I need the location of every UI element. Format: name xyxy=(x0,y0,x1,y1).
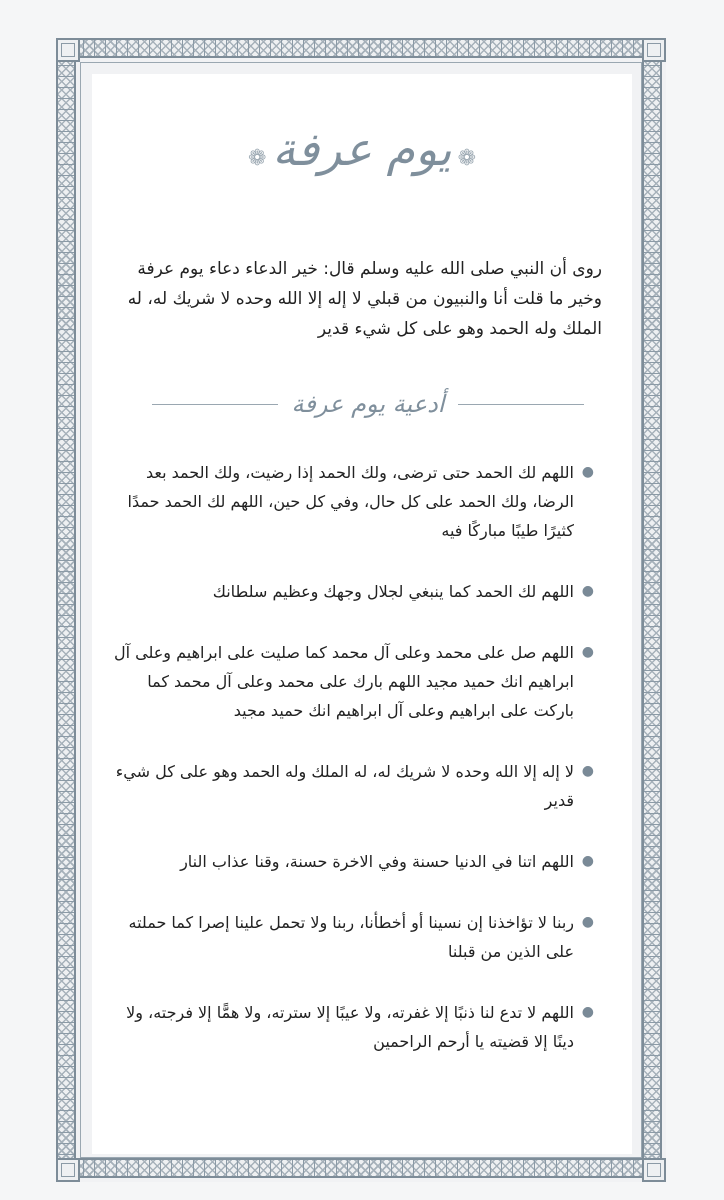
section-heading xyxy=(152,384,584,424)
bullet-icon: ● xyxy=(581,583,594,599)
list-item xyxy=(112,638,594,725)
bullet-icon: ● xyxy=(581,853,594,869)
bullet-icon: ● xyxy=(581,1004,594,1020)
page-title-text: يوم عرفة xyxy=(272,122,452,176)
heading-divider-right xyxy=(458,404,584,405)
bullet-icon: ● xyxy=(581,763,594,779)
bullet-icon: ● xyxy=(581,644,594,660)
frame-corner-bottom-left xyxy=(56,1158,80,1182)
intro-hadith: روى أن النبي صلى الله عليه وسلم قال: خير الدعاء دعاء يوم عرفة وخير ما قلت أنا والنبيون من قبلي لا إله إلا الله وحده لا شريك له، له الملك وله الحمد وهو على كل شيء قدير xyxy=(127,259,602,339)
frame-bottom-band xyxy=(56,1158,666,1178)
dua-text: اللهم اتنا في الدنيا حسنة وفي الاخرة حسنة، وقنا عذاب النار xyxy=(180,852,574,871)
section-heading-text: أدعية يوم عرفة xyxy=(291,390,445,418)
dua-text: اللهم لا تدع لنا ذنبًا إلا غفرته، ولا عيبًا إلا سترته، ولا همًّا إلا فرجته، ولا دينًا إلا قضيته يا أرحم الراحمين xyxy=(126,1003,574,1051)
frame-corner-top-left xyxy=(56,38,80,62)
dua-text: اللهم لك الحمد كما ينبغي لجلال وجهك وعظيم سلطانك xyxy=(212,582,574,601)
list-item xyxy=(112,577,594,606)
list-item xyxy=(112,757,594,815)
page-title xyxy=(92,122,632,176)
frame-corner-bottom-right xyxy=(642,1158,666,1182)
dua-text: لا إله إلا الله وحده لا شريك له، له الملك وله الحمد وهو على كل شيء قدير xyxy=(115,762,574,810)
bullet-icon: ● xyxy=(581,464,594,480)
frame-right-band xyxy=(642,38,662,1182)
dua-text: اللهم صل على محمد وعلى آل محمد كما صليت على ابراهيم وعلى آل ابراهيم انك حميد مجيد اللهم بارك على محمد وعلى آل محمد كما باركت على ابراهيم وعلى آل ابراهيم انك حميد مجيد xyxy=(113,643,574,720)
dua-text: ربنا لا تؤاخذنا إن نسينا أو أخطأنا، ربنا ولا تحمل علينا إصرا كما حملته على الذين من قبلنا xyxy=(128,913,574,961)
card-content xyxy=(92,74,632,1154)
title-ornament-icon: ❁ xyxy=(457,146,477,171)
list-item xyxy=(112,908,594,966)
frame-corner-top-right xyxy=(642,38,666,62)
dua-text: اللهم لك الحمد حتى ترضى، ولك الحمد إذا رضيت، ولك الحمد بعد الرضا، ولك الحمد على كل حال، وفي كل حين، اللهم لك الحمد حمدًا كثيرًا طيبًا مباركًا فيه xyxy=(127,463,574,540)
heading-divider-left xyxy=(152,404,278,405)
frame-left-band xyxy=(56,38,76,1182)
dua-list xyxy=(112,458,594,1056)
title-ornament-icon: ❁ xyxy=(247,146,267,171)
list-item xyxy=(112,998,594,1056)
list-item xyxy=(112,847,594,876)
list-item xyxy=(112,458,594,545)
frame-top-band xyxy=(56,38,666,58)
bullet-icon: ● xyxy=(581,914,594,930)
